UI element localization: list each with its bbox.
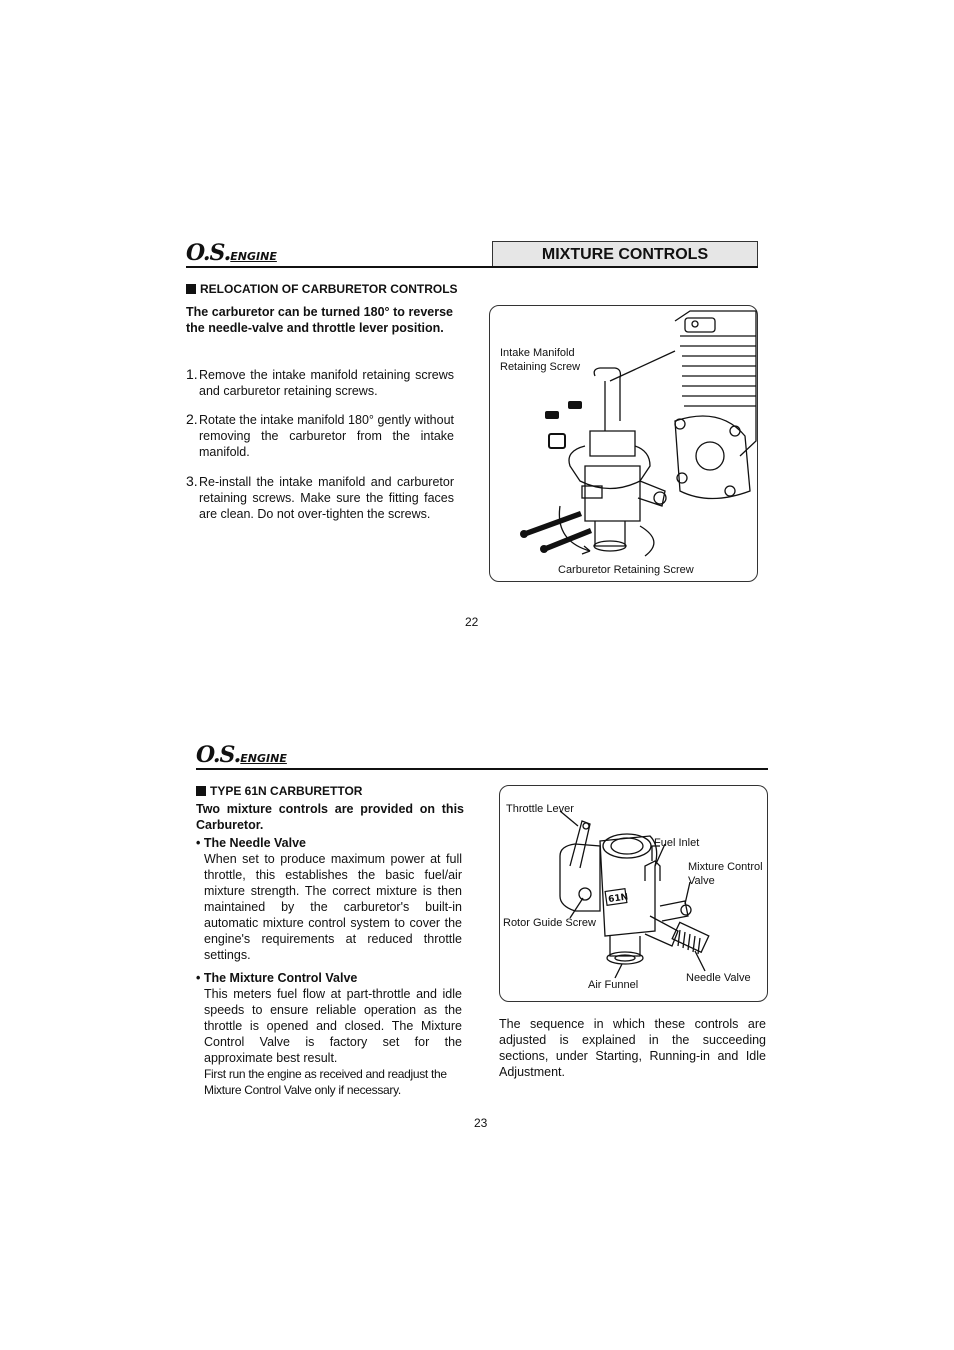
logo-engine-text: ENGINE (230, 250, 277, 263)
body-mark: 61N (607, 892, 629, 906)
label-air-funnel: Air Funnel (588, 979, 639, 991)
step-number: 2. (186, 411, 198, 427)
needle-valve-text: When set to produce maximum power at full throttle, this establishes the basic fuel/air mixture strength. The correct mixture is then maintained by the carburetor's built-in automatic mixture control system to cover the engine's requirements at reduced throttle settings. (204, 852, 462, 962)
os-engine-logo (186, 240, 277, 266)
carburettor-figure (499, 785, 768, 1002)
section-heading-text: TYPE 61N CARBURETTOR (210, 784, 363, 798)
label-line: Retaining Screw (500, 361, 581, 373)
label-needle-valve: Needle Valve (686, 972, 751, 984)
intro-paragraph: Two mixture controls are provided on this Carburetor. (196, 802, 464, 832)
step-text: Remove the intake manifold retaining screws and carburetor retaining screws. (199, 368, 454, 398)
os-engine-logo (196, 742, 287, 768)
label-fuel-inlet: Fuel Inlet (654, 837, 700, 849)
intro-paragraph: The carburetor can be turned 180° to reverse the needle-valve and throttle lever position. (186, 305, 453, 335)
needle-valve-heading: • The Needle Valve (196, 836, 306, 850)
section-heading-text: RELOCATION OF CARBURETOR CONTROLS (200, 282, 458, 296)
step-3 (186, 474, 454, 522)
step-number: 1. (186, 366, 198, 382)
section-heading (196, 784, 362, 798)
header-rule (186, 266, 758, 268)
mixture-control-note: First run the engine as received and readjust the Mixture Control Valve only if necessary. (204, 1067, 447, 1097)
tab-title: MIXTURE CONTROLS (541, 246, 709, 263)
needle-valve-section (196, 835, 462, 963)
step-text: Re-install the intake manifold and carburetor retaining screws. Make sure the fitting faces are clean. Do not over-tighten the screws. (199, 475, 454, 521)
section-heading (186, 282, 458, 296)
step-2 (186, 412, 454, 460)
label-line: Valve (688, 875, 715, 887)
label-rotor-guide-screw: Rotor Guide Screw (503, 917, 596, 929)
header-rule (196, 768, 768, 770)
label-throttle-lever: Throttle Lever (506, 803, 574, 815)
section-tab (492, 241, 758, 268)
page-number-23: 23 (474, 1116, 488, 1130)
label-line: Intake Manifold (500, 347, 575, 359)
step-text: Rotate the intake manifold 180° gently without removing the carburetor from the intake manifold. (199, 413, 454, 459)
mixture-control-text: This meters fuel flow at part-throttle and idle speeds to ensure reliable operation as the throttle is opened and closed. The Mixture Control Valve is factory set for the approximate best result. (204, 987, 462, 1065)
mixture-control-section (196, 970, 462, 1098)
engine-figure (489, 305, 758, 582)
page-number-22: 22 (465, 615, 479, 629)
label-line: Mixture Control (688, 861, 763, 873)
step-1 (186, 367, 454, 399)
square-bullet-icon (186, 284, 196, 294)
label-carburetor-screw: Carburetor Retaining Screw (558, 564, 694, 576)
logo-text: O.S. (196, 742, 241, 768)
step-number: 3. (186, 473, 198, 489)
mixture-control-heading: • The Mixture Control Valve (196, 971, 358, 985)
carburettor-illustration (500, 786, 767, 1001)
sequence-paragraph: The sequence in which these controls are adjusted is explained in the succeeding sections, under Starting, Running-in and Idle Adjustment. (499, 1017, 766, 1079)
engine-illustration (490, 306, 757, 561)
square-bullet-icon (196, 786, 206, 796)
logo-text: O.S. (186, 240, 231, 266)
logo-engine-text: ENGINE (240, 752, 287, 765)
